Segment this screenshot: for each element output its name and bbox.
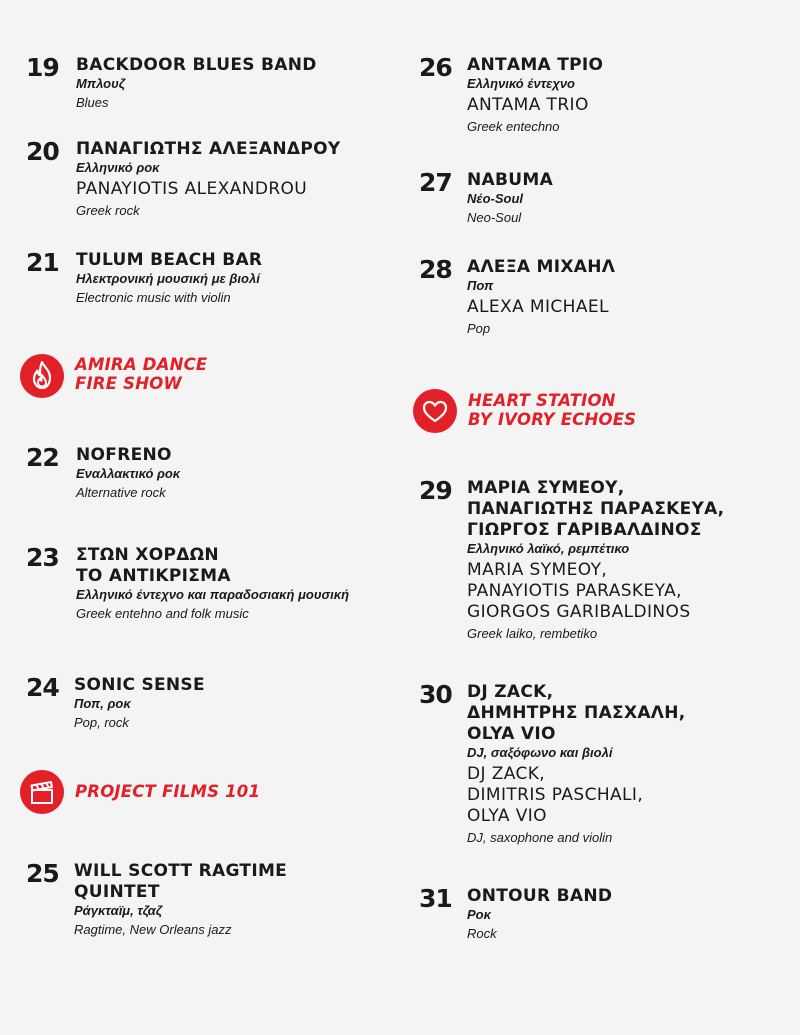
entry-title: ΑΛΕΞΑ ΜΙΧΑΗΛ bbox=[467, 257, 616, 277]
entry-number: 27 bbox=[419, 168, 452, 197]
entry-title: ΠΑΝΑΓΙΩΤΗΣ ΠΑΡΑΣΚΕΥΑ, bbox=[467, 499, 725, 519]
entry-number: 19 bbox=[26, 53, 59, 82]
entry-title: ΓΙΩΡΓΟΣ ΓΑΡΙΒΑΛΔΙΝΟΣ bbox=[467, 520, 702, 540]
entry-genre-english: Ragtime, New Orleans jazz bbox=[74, 922, 232, 937]
entry-genre-greek: Νέο-Soul bbox=[467, 191, 524, 206]
entry-title: ΜΑΡΙΑ ΣΥΜΕΟΥ, bbox=[467, 478, 625, 498]
special-event-label bbox=[75, 355, 207, 393]
entry-genre-english: Neo-Soul bbox=[467, 210, 522, 225]
entry-genre-english: Pop bbox=[467, 321, 491, 336]
entry-title: QUINTET bbox=[74, 882, 160, 902]
special-event-label-line: HEART STATION bbox=[468, 391, 616, 410]
special-event-label bbox=[468, 391, 636, 429]
entry-number: 24 bbox=[26, 673, 59, 702]
entry-title: TULUM BEACH BAR bbox=[76, 250, 263, 270]
entry-number: 29 bbox=[419, 476, 452, 505]
entry-genre-greek: Ροκ bbox=[467, 907, 491, 922]
entry-name-english: PANAYIOTIS ALEXANDROU bbox=[76, 179, 308, 199]
entry-number: 22 bbox=[26, 443, 59, 472]
entry-genre-greek: DJ, σαξόφωνο και βιολί bbox=[467, 745, 613, 760]
entry-genre-greek: Ποπ bbox=[467, 278, 494, 293]
special-event-label-line: BY IVORY ECHOES bbox=[468, 410, 637, 429]
entry-title: NOFRENO bbox=[76, 445, 172, 465]
entry-genre-english: Greek entechno bbox=[467, 119, 560, 134]
entry-genre-greek: Εναλλακτικό ροκ bbox=[76, 466, 181, 481]
entry-name-english: DJ ZACK, bbox=[467, 764, 546, 784]
entry-title: ΤΟ ΑΝΤΙΚΡΙΣΜΑ bbox=[76, 566, 231, 586]
entry-name-english: OLYA VIO bbox=[467, 806, 547, 826]
special-event-label-line: PROJECT FILMS 101 bbox=[75, 782, 261, 801]
entry-title: OLYA VIO bbox=[467, 724, 556, 744]
entry-name-english: ANTAMA TRIO bbox=[467, 95, 589, 115]
entry-genre-english: Blues bbox=[76, 95, 109, 110]
heart-icon bbox=[413, 389, 457, 433]
entry-genre-english: Electronic music with violin bbox=[76, 290, 231, 305]
entry-title: ΣΤΩΝ ΧΟΡΔΩΝ bbox=[76, 545, 219, 565]
entry-title: ONTOUR BAND bbox=[467, 886, 613, 906]
entry-number: 25 bbox=[26, 859, 59, 888]
entry-genre-greek: Ελληνικό λαϊκό, ρεμπέτικο bbox=[467, 541, 630, 556]
entry-title: ΑΝΤΑΜΑ ΤΡΙΟ bbox=[467, 55, 604, 75]
entry-title: SONIC SENSE bbox=[74, 675, 205, 695]
entry-genre-english: DJ, saxophone and violin bbox=[467, 830, 613, 845]
entry-genre-english: Greek laiko, rembetiko bbox=[467, 626, 598, 641]
fire-icon bbox=[20, 354, 64, 398]
entry-number: 28 bbox=[419, 255, 452, 284]
entry-number: 26 bbox=[419, 53, 452, 82]
clapperboard-icon bbox=[20, 770, 64, 814]
entry-genre-english: Greek rock bbox=[76, 203, 140, 218]
entry-title: BACKDOOR BLUES BAND bbox=[76, 55, 317, 75]
special-event-label-line: AMIRA DANCE bbox=[75, 355, 208, 374]
entry-genre-greek: Ελληνικό ροκ bbox=[76, 160, 160, 175]
special-event-label bbox=[75, 782, 260, 801]
entry-title: ΔΗΜΗΤΡΗΣ ΠΑΣΧΑΛΗ, bbox=[467, 703, 686, 723]
entry-genre-greek: Ποπ, ροκ bbox=[74, 696, 131, 711]
entry-genre-english: Pop, rock bbox=[74, 715, 129, 730]
entry-number: 21 bbox=[26, 248, 59, 277]
entry-name-english: MARIA SYMEOY, bbox=[467, 560, 608, 580]
entry-number: 30 bbox=[419, 680, 452, 709]
entry-number: 31 bbox=[419, 884, 452, 913]
entry-name-english: ALEXA MICHAEL bbox=[467, 297, 609, 317]
entry-number: 20 bbox=[26, 137, 59, 166]
entry-number: 23 bbox=[26, 543, 59, 572]
entry-genre-greek: Μπλουζ bbox=[76, 76, 126, 91]
entry-title: DJ ZACK, bbox=[467, 682, 554, 702]
entry-genre-english: Rock bbox=[467, 926, 497, 941]
entry-title: ΠΑΝΑΓΙΩΤΗΣ ΑΛΕΞΑΝΔΡΟΥ bbox=[76, 139, 341, 159]
entry-genre-greek: Ράγκταϊμ, τζαζ bbox=[74, 903, 163, 918]
entry-title: WILL SCOTT RAGTIME bbox=[74, 861, 288, 881]
entry-name-english: GIORGOS GARIBALDINOS bbox=[467, 602, 691, 622]
entry-genre-greek: Ελληνικό έντεχνο και παραδοσιακή μουσική bbox=[76, 587, 350, 602]
entry-genre-english: Greek entehno and folk music bbox=[76, 606, 249, 621]
entry-genre-english: Alternative rock bbox=[76, 485, 166, 500]
entry-name-english: DIMITRIS PASCHALI, bbox=[467, 785, 644, 805]
entry-genre-greek: Ελληνικό έντεχνο bbox=[467, 76, 575, 91]
entry-name-english: PANAYIOTIS PARASKEYA, bbox=[467, 581, 682, 601]
entry-title: NABUMA bbox=[467, 170, 554, 190]
special-event-label-line: FIRE SHOW bbox=[75, 374, 182, 393]
entry-genre-greek: Ηλεκτρονική μουσική με βιολί bbox=[76, 271, 260, 286]
